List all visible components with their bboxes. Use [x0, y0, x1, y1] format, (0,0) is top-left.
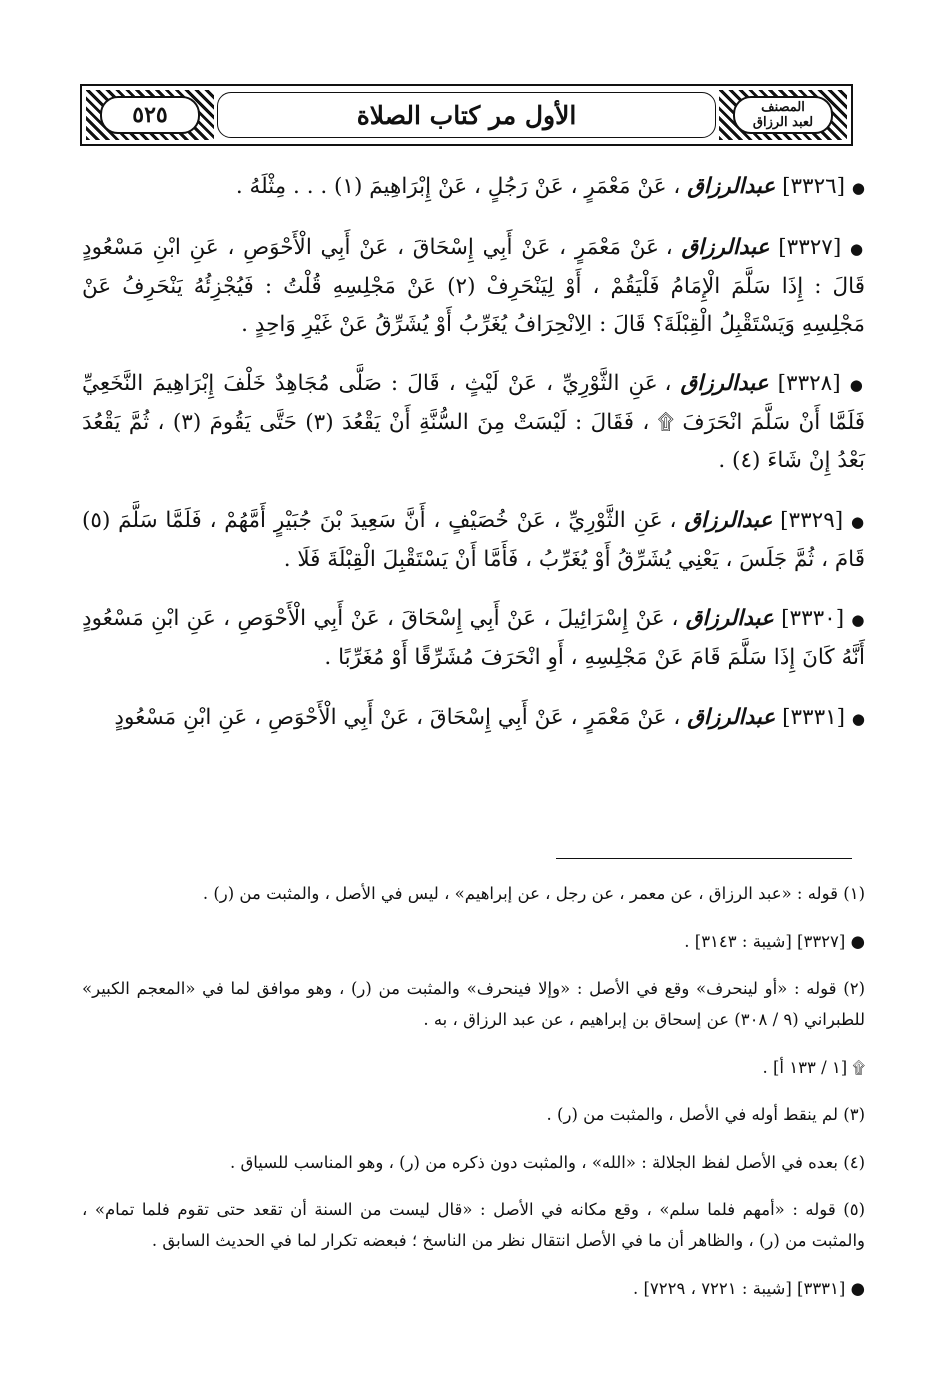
footnote-2: (٢) قوله : «أو لينحرف» وقع في الأصل : «وإلا فينحرف» والمثبت من (ر) ، وهو موافق لما في «المعجم الكبير» للطبراني (٩ / ٣٠٨) عن إسحاق بن إبراهيم ، عن عبد الرزاق ، به .	[82, 979, 865, 1029]
hadith-entry-3327	[82, 229, 865, 344]
running-title: الأول مر كتاب الصلاة	[356, 100, 577, 130]
footnote-4: (٤) بعده في الأصل لفظ الجلالة : «الله» ، والمثبت دون ذكره من (ر) ، وهو المناسب للسياق .	[229, 1152, 865, 1172]
narrator-name: عبدالرزاق	[687, 174, 776, 199]
footnote-5: (٥) قوله : «أمهم فلما سلم» ، وقع مكانه في الأصل : «قال ليست من السنة أن تقعد حتى تقوم فلما تمام» ، والمثبت من (ر) ، والظاهر أن ما في الأصل انتقال نظر من الناسخ ؛ فبعضه تكرار لما في الحديث السابق .	[82, 1200, 865, 1250]
hadith-text: ، عَنِ الثَّوْرِيِّ ، عَنْ لَيْثٍ ، قَالَ : صَلَّى مُجَاهِدٌ خَلْفَ إِبْرَاهِيمَ النَّخَعِيِّ فَلَمَّا أَنْ سَلَّمَ انْحَرَفَ ۩ ، فَقَالَ : لَيْسَتْ مِنَ السُّنَّةِ أَنْ يَقْعُدَ (٣) حَتَّى يَقُومَ (٣) ، ثُمَّ يَقْعُدَ بَعْدُ إِنْ شَاءَ (٤) .	[82, 371, 866, 473]
bullet-icon: ●	[851, 611, 865, 629]
bullet-icon: ●	[850, 512, 866, 531]
hadith-number: [٣٣٢٩]	[780, 507, 844, 533]
footnotes	[82, 878, 865, 1310]
bullet-icon: ●	[849, 376, 865, 394]
footnote-3: (٣) لم ينقط أوله في الأصل ، والمثبت من (ر) .	[546, 1105, 865, 1124]
narrator-name: عبدالرزاق	[684, 507, 773, 533]
hadith-text: ، عَنْ إِسْرَائِيلَ ، عَنْ أَبِي إِسْحَاقَ ، عَنْ أَبِي الْأَحْوَصِ ، عَنِ ابْنِ مَسْعُودٍ أَنَّهُ كَانَ إِذَا سَلَّمَ قَامَ عَنْ مَجْلِسِهِ ، أَوِ انْحَرَفَ مُشَرِّقًا أَوْ مُغَرِّبًا .	[82, 606, 865, 670]
narrator-name: عبدالرزاق	[685, 606, 774, 631]
hadith-number: [٣٣٣١]	[782, 704, 846, 730]
source-reference-3331: ● [٣٣٣١] [شيبة : ٧٢٢١ ، ٧٢٢٩] .	[632, 1278, 865, 1298]
hadith-entry-3329	[82, 502, 865, 579]
hadith-text: ، عَنْ مَعْمَرٍ ، عَنْ أَبِي إِسْحَاقَ ، عَنْ أَبِي الْأَحْوَصِ ، عَنِ ابْنِ مَسْعُودٍ	[114, 704, 681, 730]
header-ornament-right	[719, 90, 847, 140]
hadith-list	[82, 168, 865, 758]
narrator-name: عبدالرزاق	[681, 234, 770, 260]
book-logo-line2: لعبد الرزاق	[752, 115, 814, 130]
hadith-entry-3331	[82, 699, 865, 738]
bullet-icon: ●	[850, 239, 865, 258]
hadith-number: [٣٣٢٦]	[782, 174, 846, 199]
narrator-name: عبدالرزاق	[687, 704, 776, 730]
page-number: ٥٢٥	[132, 102, 168, 128]
book-logo-line1: المصنف	[761, 100, 805, 115]
hadith-number: [٣٣٢٧]	[778, 234, 842, 260]
hadith-entry-3330	[82, 600, 865, 677]
footnote-divider	[556, 858, 852, 859]
book-logo	[733, 96, 833, 134]
hadith-text: ، عَنْ مَعْمَرٍ ، عَنْ رَجُلٍ ، عَنْ إِبْرَاهِيمَ (١) . . . مِثْلَهُ .	[235, 174, 681, 199]
hadith-entry-3328	[82, 365, 865, 480]
hadith-text: ، عَنِ الثَّوْرِيِّ ، عَنْ خُصَيْفٍ ، أَنَّ سَعِيدَ بْنَ جُبَيْرٍ أَمَّهُمْ ، فَلَمَّا سَلَّمَ (٥) قَامَ ، ثُمَّ جَلَسَ ، يَعْنِي يُشَرِّقُ أَوْ يُغَرِّبُ ، فَأَمَّا أَنْ يَسْتَقْبِلَ الْقِبْلَةَ فَلَا .	[82, 507, 865, 572]
running-title-box	[217, 92, 716, 138]
hadith-entry-3326	[82, 168, 865, 207]
hadith-text: ، عَنْ مَعْمَرٍ ، عَنْ أَبِي إِسْحَاقَ ، عَنْ أَبِي الْأَحْوَصِ ، عَنِ ابْنِ مَسْعُودٍ قَالَ : إِذَا سَلَّمَ الْإِمَامُ فَلْيَقُمْ ، أَوْ لِيَنْحَرِفْ (٢) عَنْ مَجْلِسِهِ قُلْتُ : فَيُجْزِئُهُ يَنْحَرِفُ عَنْ مَجْلِسِهِ وَيَسْتَقْبِلُ الْقِبْلَةَ؟ قَالَ : الِانْحِرَافُ يُغَرِّبُ أَوْ يُشَرِّقُ عَنْ غَيْرِ وَاحِدٍ .	[82, 234, 865, 337]
page-header	[80, 84, 853, 146]
hadith-number: [٣٣٣٠]	[781, 606, 845, 631]
page-number-box	[100, 96, 200, 134]
bullet-icon: ●	[851, 709, 865, 728]
hadith-number: [٣٣٢٨]	[777, 371, 841, 396]
source-reference-3327: ● [٣٣٢٧] [شيبة : ٣١٤٣] .	[684, 931, 865, 951]
manuscript-folio-marker: ۩ [١ / ١٣٣ أ] .	[762, 1057, 865, 1077]
narrator-name: عبدالرزاق	[680, 371, 769, 396]
footnote-1: (١) قوله : «عبد الرزاق ، عن معمر ، عن رجل ، عن إبراهيم» ، ليس في الأصل ، والمثبت من (ر) .	[202, 884, 865, 903]
bullet-icon: ●	[851, 179, 865, 197]
header-ornament-left	[86, 90, 214, 140]
